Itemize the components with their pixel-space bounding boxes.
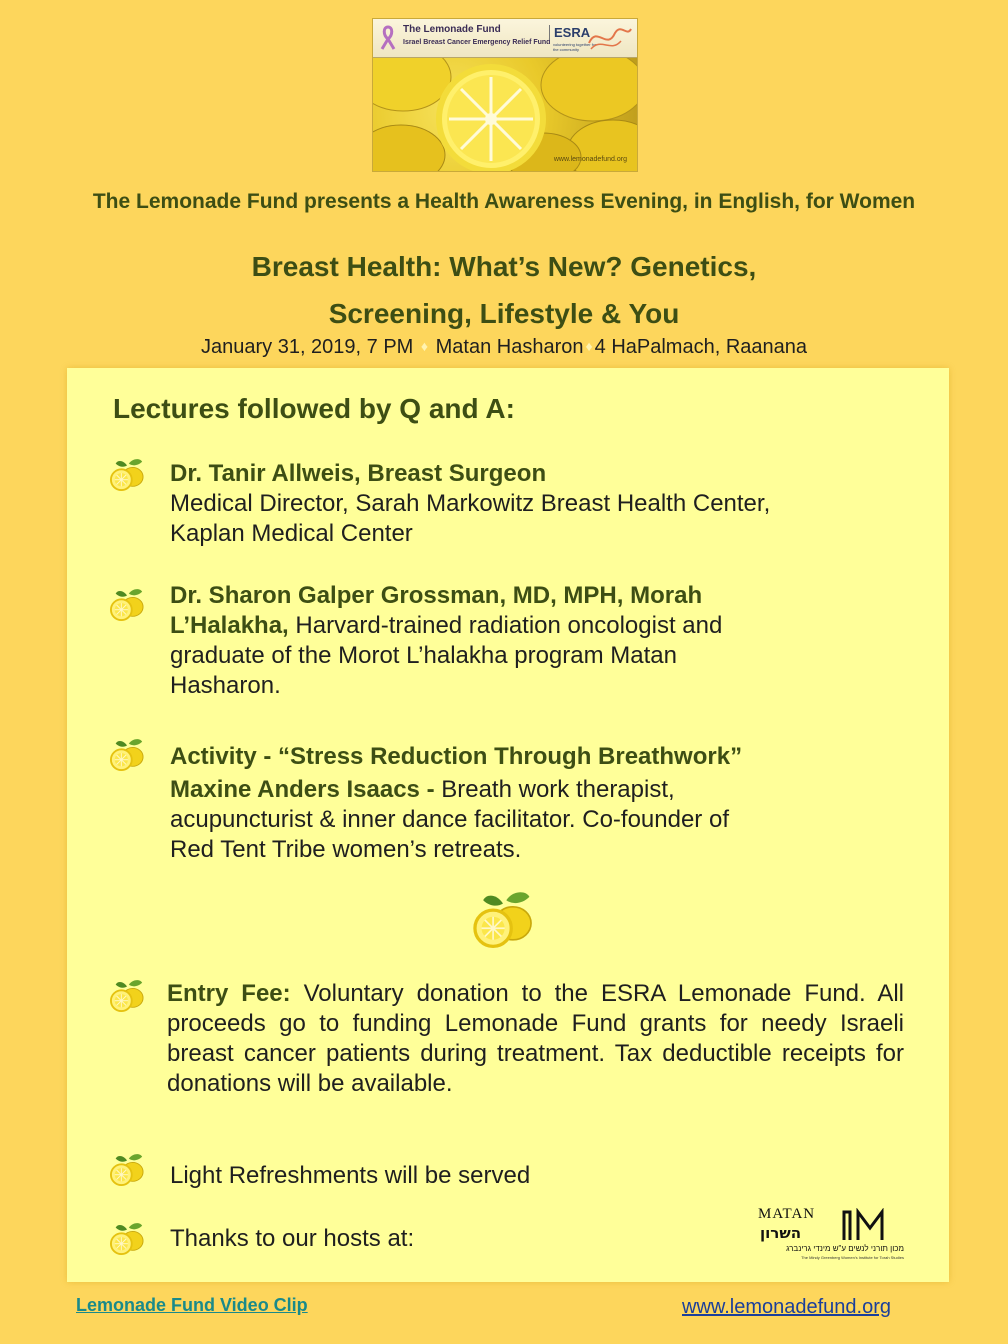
matan-hasharon-logo [754,1206,904,1266]
speaker-1-name: Dr. Tanir Allweis, Breast Surgeon [170,460,547,487]
speaker-2-name-line-1: Dr. Sharon Galper Grossman, MD, MPH, Morah [170,582,703,609]
lemon-bullet-icon [108,1222,146,1256]
entry-fee-label: Entry Fee: [167,980,291,1007]
event-date-time: January 31, 2019, 7 PM [200,336,414,358]
speaker-2-desc-line-2: graduate of the Morot L’halakha program Matan [170,642,677,669]
matan-emblem-icon [840,1208,894,1242]
event-title [0,243,1008,337]
banner-website: www.lemonadefund.org [553,156,627,163]
event-address: 4 HaPalmach, Raanana [594,336,808,358]
lemon-bullet-icon [108,738,146,772]
lemonade-fund-banner [372,18,638,172]
speaker-2-desc-line-1: Harvard-trained radiation oncologist and [288,612,723,639]
website-link[interactable]: www.lemonadefund.org [682,1296,892,1318]
esra-tagline: volunteering together for the community [553,42,597,52]
esra-logo: ESRA [549,25,590,40]
presents-line: The Lemonade Fund presents a Health Awareness Evening, in English, for Women [92,190,916,213]
activity-desc-line-1: Breath work therapist, [441,776,675,803]
pink-ribbon-icon [379,25,397,51]
diamond-separator-icon: ♦ [585,338,593,354]
thanks-hosts: Thanks to our hosts at: [170,1225,415,1252]
speaker-2-name-line-2: L’Halakha, [170,612,289,639]
event-venue: Matan Hasharon [435,336,584,358]
speaker-1-line-2: Kaplan Medical Center [170,520,413,547]
matan-logo-caption-english: The Mindy Greenberg Women's Institute for Torah Studies [801,1255,904,1260]
refreshments: Light Refreshments will be served [170,1162,531,1189]
speaker-1-line-1: Medical Director, Sarah Markowitz Breast Health Center, [170,490,771,517]
speaker-2 [170,581,722,701]
lemon-bullet-icon [108,979,146,1013]
entry-fee-text: Voluntary donation to the ESRA Lemonade Fund. All proceeds go to funding Lemonade Fund grants for needy Israeli breast cancer patients during treatment. Tax deductible receipts for donations will be available. [167,980,904,1097]
lemons-photo [373,57,637,171]
speaker-2-desc-line-3: Hasharon. [170,672,281,699]
activity-presenter: Maxine Anders Isaacs - [170,776,442,803]
entry-fee [167,979,904,1099]
event-title-line-2: Screening, Lifestyle & You [328,298,680,329]
speaker-1 [170,459,770,549]
event-details [0,336,1008,359]
lemon-bullet-icon [108,1153,146,1187]
activity-title: Activity - “Stress Reduction Through Breathwork” [170,743,743,770]
lemon-bullet-icon [108,588,146,622]
lemon-bullet-icon [108,458,146,492]
event-title-line-1: Breast Health: What’s New? Genetics, [251,251,757,282]
banner-fund-name: The Lemonade Fund [403,24,501,35]
lectures-heading: Lectures followed by Q and A: [113,393,515,424]
lemon-decoration-icon [470,890,536,950]
matan-logo-hebrew: השרון [760,1224,802,1242]
activity-desc-line-3: Red Tent Tribe women’s retreats. [170,836,522,863]
diamond-separator-icon: ♦ [420,338,429,354]
activity-desc-line-2: acupuncturist & inner dance facilitator. Co-founder of [170,806,729,833]
video-clip-link[interactable]: Lemonade Fund Video Clip [76,1295,308,1315]
banner-fund-subtitle: Israel Breast Cancer Emergency Relief Fund [403,39,551,46]
matan-logo-caption-hebrew: מכון תורני לנשים ע"ש מינדי גרינברג [786,1244,904,1253]
matan-logo-name: MATAN [758,1206,816,1222]
esra-swirl-icon [587,23,633,53]
activity [170,742,742,865]
